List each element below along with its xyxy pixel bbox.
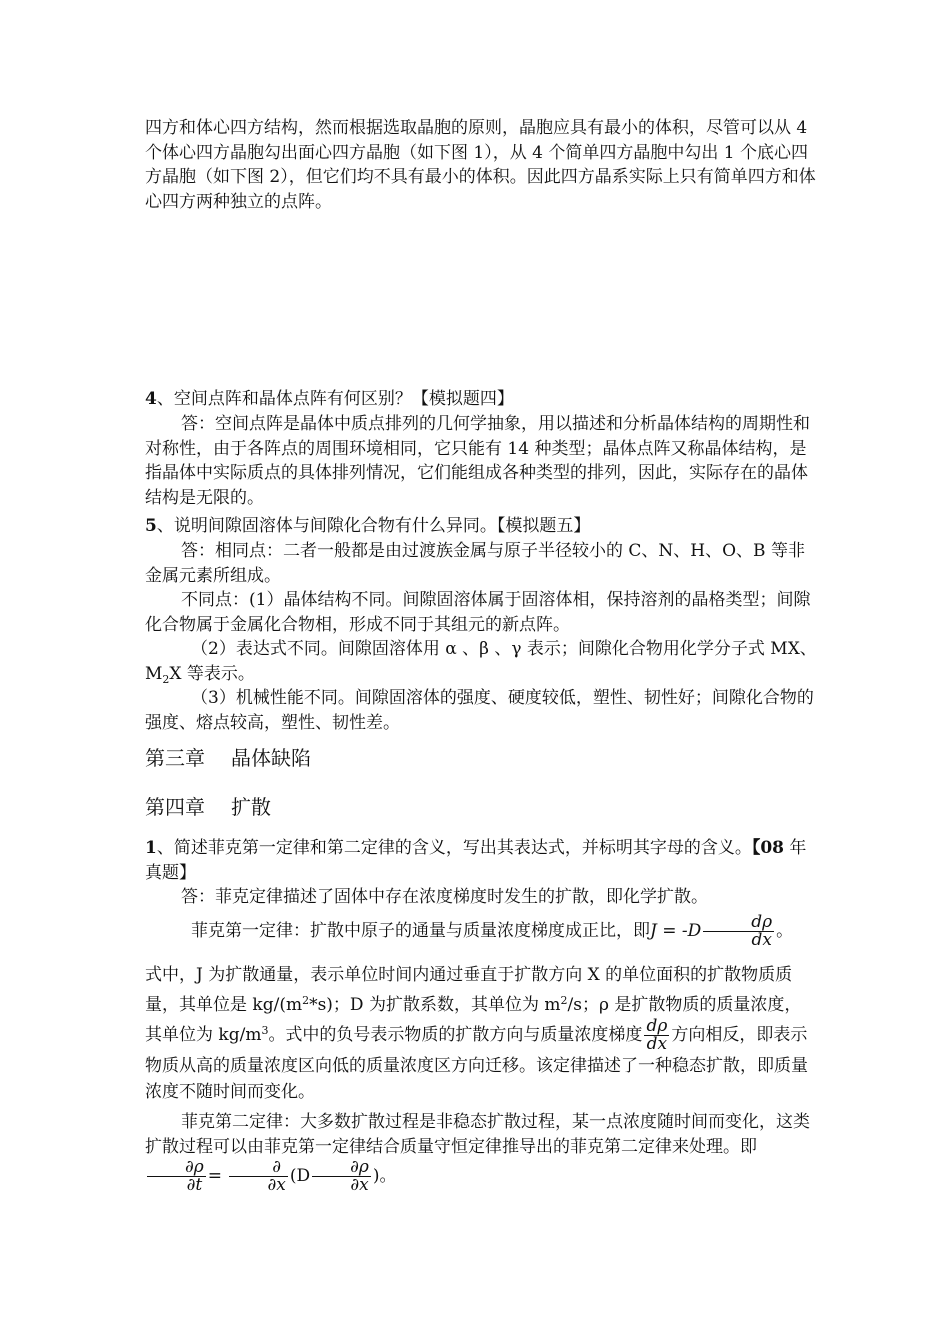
fick-first-law-explanation <box>145 962 817 1105</box>
question-1-source: 年真题】 <box>145 838 807 883</box>
explain-1: 式中，J 为扩散通量，表示单位时间内通过垂直于扩散方向 X 的单位面积的扩散物质质量，其单位是 kg/(m <box>145 965 793 1015</box>
question-1-number: 1 <box>145 838 157 858</box>
explain-2: *s)；D 为扩散系数，其单位为 m <box>309 995 561 1015</box>
question-4-number: 4 <box>145 389 157 409</box>
gradient-fraction <box>644 1018 669 1053</box>
second-law-equals: = <box>207 1166 223 1186</box>
first-law-end: 。 <box>776 921 794 941</box>
diff-2-text-end: X 等表示。 <box>169 663 255 684</box>
chapter-3-heading <box>145 745 311 771</box>
second-law-inner-fraction <box>312 1159 371 1194</box>
second-law-paren-close: ) <box>372 1166 380 1186</box>
intro-paragraph: 四方和体心四方结构，然而根据选取晶胞的原则，晶胞应具有最小的体积，尽管可以从 4 个体心四方晶胞勾出面心四方晶胞（如下图 1），从 4 个简单四方晶胞中勾出 1 个底心四方晶胞（如下图 2），但它们均不具有最小的体积。因此四方晶系实际上只有简单四方和体心四方两种独立的点阵。 <box>145 118 816 212</box>
chapter-4-heading <box>145 794 271 820</box>
question-4-answer: 答：空间点阵是晶体中质点排列的几何学抽象，用以描述和分析晶体结构的周期性和对称性，由于各阵点的周围环境相同，它只能有 14 种类型；晶体点阵又称晶体结构，是指晶体中实际质点的具体排列情况，它们能组成各种类型的排列，因此，实际存在的晶体结构是无限的。 <box>145 414 810 508</box>
second-law-lhs-fraction <box>147 1159 206 1194</box>
question-5-text: 、说明间隙固溶体与间隙化合物有什么异同。【模拟题五】 <box>156 516 591 536</box>
explain-4: 。式中的负号表示物质的扩散方向与质量浓度梯度 <box>268 1025 643 1045</box>
second-lhs-numerator: ∂ρ <box>147 1159 206 1177</box>
first-law-fraction <box>703 914 774 949</box>
second-law-text: 菲克第二定律：大多数扩散过程是非稳态扩散过程，某一点浓度随时间而变化，这类扩散过程可以由菲克第一定律结合质量守恒定律推导出的菲克第二定律来处理。即 <box>145 1112 810 1157</box>
diff-2-subscript: 2 <box>162 672 170 686</box>
question-5-difference-2 <box>145 637 817 692</box>
second-law-operator-fraction <box>229 1159 287 1194</box>
question-1-text: 、简述菲克第一定律和第二定律的含义，写出其表达式，并标明其字母的含义。 <box>156 838 752 858</box>
question-5-similarity: 答：相同点：二者一般都是由过渡族金属与原子半径较小的 C、N、H、O、B 等非金属元素所组成。 <box>145 541 805 586</box>
chapter-3-title: 晶体缺陷 <box>231 746 311 770</box>
second-inner-denominator: ∂x <box>350 1175 369 1195</box>
diff-2-text: （2）表达式不同。间隙固溶体用 α 、β 、γ 表示；间隙化合物用化学分子式 MX、M <box>145 639 817 684</box>
chapter-4-number: 第四章 <box>145 795 205 819</box>
second-law-paren-open: (D <box>289 1166 311 1186</box>
second-lhs-denominator: ∂t <box>186 1175 203 1195</box>
question-1-answer-intro: 答：菲克定律描述了固体中存在浓度梯度时发生的扩散，即化学扩散。 <box>181 887 708 907</box>
first-law-numerator: dρ <box>703 914 774 932</box>
explain-3: /s；ρ 是扩散物质的质量浓度，其单位为 kg/m <box>145 995 802 1045</box>
question-1-heading <box>145 836 817 885</box>
explain-3-sup: 3 <box>261 1024 269 1037</box>
gradient-numerator: dρ <box>646 1016 668 1036</box>
question-1-source-open: 【08 <box>751 838 785 858</box>
explain-2-sup: 2 <box>560 994 568 1007</box>
gradient-denominator: dx <box>646 1034 668 1054</box>
question-5-difference-3: （3）机械性能不同。间隙固溶体的强度、硬度较低，塑性、韧性好；间隙化合物的强度、熔点较高，塑性、韧性差。 <box>145 688 814 733</box>
second-op-numerator: ∂ <box>229 1159 287 1177</box>
question-5-heading <box>145 514 817 539</box>
fick-second-law <box>145 1110 817 1194</box>
first-law-text: 菲克第一定律：扩散中原子的通量与质量浓度梯度成正比，即 <box>191 921 650 941</box>
second-op-denominator: ∂x <box>267 1175 286 1195</box>
second-inner-numerator: ∂ρ <box>312 1159 371 1177</box>
first-law-lhs: J = -D <box>650 921 702 941</box>
second-law-end: 。 <box>379 1166 397 1186</box>
chapter-4-title: 扩散 <box>231 795 271 819</box>
fick-first-law <box>145 914 817 949</box>
question-5-number: 5 <box>145 516 157 536</box>
explain-5: 方向相反，即表示物质从高的质量浓度区向低的质量浓度区方向迁移。该定律描述了一种稳态扩散，即质量浓度不随时间而变化。 <box>145 1025 808 1102</box>
question-4-heading <box>145 387 817 412</box>
question-5-difference-1: 不同点：(1）晶体结构不同。间隙固溶体属于固溶体相，保持溶剂的晶格类型；间隙化合物属于金属化合物相，形成不同于其组元的新点阵。 <box>145 590 811 635</box>
question-4-text: 、空间点阵和晶体点阵有何区别？【模拟题四】 <box>156 389 514 409</box>
chapter-3-number: 第三章 <box>145 746 205 770</box>
first-law-denominator: dx <box>751 930 772 950</box>
explain-1-sup: 2 <box>302 994 310 1007</box>
